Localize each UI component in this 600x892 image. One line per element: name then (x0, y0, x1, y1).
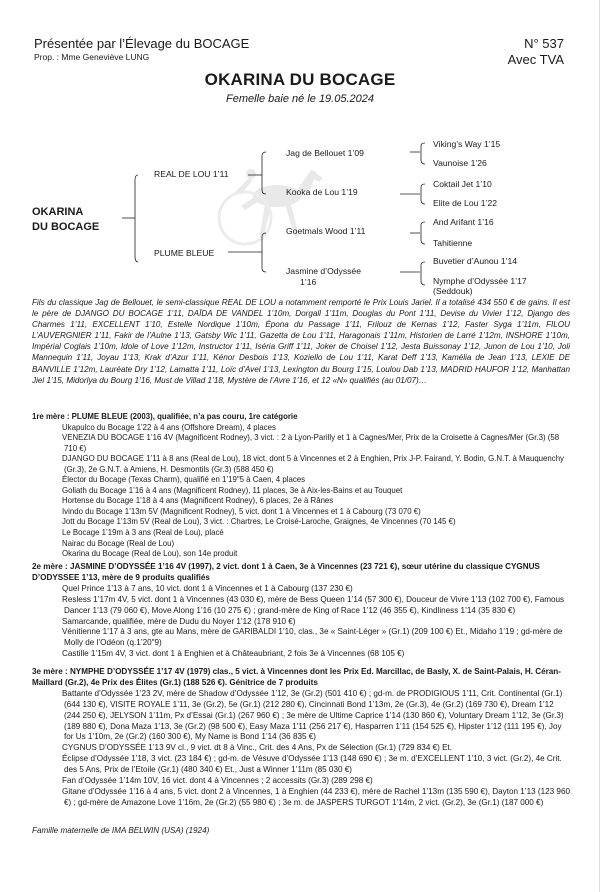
pedigree-ddd-sire: (Seddouk) (433, 286, 473, 296)
maternal-family-note: Famille maternelle de IMA BELWIN (USA) (1924) (32, 826, 210, 835)
pedigree-sds: Coktail Jet 1’10 (433, 179, 492, 189)
third-dam-section (32, 667, 570, 809)
pedigree-dam-sire: Goetmals Wood 1’11 (286, 226, 366, 236)
pedigree-ssd: Vaunoise 1’26 (433, 158, 487, 168)
pedigree-sss: Viking’s Way 1’15 (433, 139, 501, 149)
produce-line: Éclipse d’Odyssée 1’18, 3 vict. (23 184 €) ; gd-m. de Vésuve d’Odyssée 1’13 (148 690 €) ; 3e m. d’EXCELLENT 1’10, 3 vict. (Gr.2), 4e Crit. des 5 Ans, Prix de l’Etoile (Gr.1) (480 340 €) Et., Just a Winner 1’11m (85 030 €) (62, 754, 562, 775)
produce-line: Le Bocage 1’19m à 3 ans (Real de Lou), placé (62, 528, 224, 538)
pedigree-dds: Buvetier d’Aunou 1’14 (433, 256, 518, 266)
horse-name-line2: DU BOCAGE (32, 221, 100, 233)
produce-line: Hortense du Bocage 1’18 à 4 ans (Magnificent Rodney), 6 places, 2e à Rânes (62, 496, 334, 506)
pedigree-ddd (433, 276, 527, 296)
first-dam-heading: 1re mère : PLUME BLEUE (2003), qualifiée, n’a pas couru, 1re catégorie (32, 412, 298, 421)
produce-line: DJANGO DU BOCAGE 1’11 à 8 ans (Real de Lou), 18 vict. dont 5 à Vincennes et 2 à Enghien, Prix J-P. Fairand, Y. Bodin, G.N.T. à Mauquenchy (Gr.3), 2e G.N.T. à Amiens, H. Desmontils (Gr.3) (588 450 €) (62, 454, 564, 474)
produce-line: Okarina du Bocage (Real de Lou), son 14e produit (62, 549, 238, 559)
lot-number: N° 537 (524, 36, 564, 51)
pedigree-dam-dam-name: Jasmine d’Odyssée (286, 266, 361, 276)
produce-line: CYGNUS D’ODYSSÉE 1’13 9V cl., 9 vict. dt 8 à Vinc., Crit. des 4 Ans, Px de Sélection (Gr.1) (729 834 €) Et. (62, 743, 453, 753)
pedigree-ddd-name: Nymphe d’Odyssée 1’17 (433, 276, 527, 286)
first-dam-section (32, 412, 570, 560)
pedigree-dam-dam (286, 266, 361, 288)
vat-note: Avec TVA (507, 52, 564, 67)
owner-text: Prop. : Mme Geneviève LUNG (34, 52, 150, 62)
produce-line: VENEZIA DU BOCAGE 1’16 4V (Magnificent Rodney), 3 vict. : 2 à Lyon-Parilly et 1 à Cagnes/Mer, Prix de la Croisette à Cagnes/Mer (Gr.3) (58 710 €) (62, 433, 560, 453)
pedigree-dsd: Tahitienne (433, 238, 473, 248)
produce-line: Gitane d’Odyssée 1’16 à 4 ans, 5 vict. dont 2 à Vincennes, 1 à Enghien (44 233 €), mère de Rachel 1’13m (135 590 €), Dayton 1’13 (123 960 €) ; gd-mère de Amazone Love 1’16m, 2e (Gr.2) (55 980 €) ; 3e m. de JASPERS TURGOT 1’14m, 2 vict. (Gr.2), 3e (Gr.1) (187 000 €) (62, 786, 570, 807)
pedigree-horse-name (32, 205, 99, 235)
pedigree-sire-dam: Kooka de Lou 1’19 (286, 187, 358, 197)
produce-line: Nairac du Bocage (Real de Lou) (62, 538, 175, 548)
produce-line: Samarcande, qualifiée, mère de Dudu du Noyer 1’12 (178 910 €) (62, 616, 296, 626)
third-dam-heading: 3e mère : NYMPHE D’ODYSSÉE 1’17 4V (1979) clas., 5 vict. à Vincennes dont les Prix Ed. Marcillac, de Basly, X. de Saint-Palais, H. Céran-Maillard (Gr.2), 4e Prix des Élites (Gr.1) (188 526 €). Génitrice de 7 produits (32, 667, 561, 687)
produce-line: Quel Prince 1’13 à 7 ans, 10 vict. dont 1 à Vincennes et 1 à Cabourg (137 230 €) (62, 583, 353, 593)
produce-line: Vénitienne 1’17 à 3 ans, gte au Mans, mère de GARIBALDI 1’10, clas., 3e « Saint-Léger » (Gr.1) (209 100 €) Et., Midaho 1’19 ; gd-mère de Molly de l’Odéon (q.1’20"9) (62, 627, 563, 648)
produce-line: Élector du Bocage (Texas Charm), qualifié en 1’19"5 à Caen, 4 places (62, 475, 306, 485)
horse-name-line1: OKARINA (32, 206, 84, 218)
horse-description: Femelle baie né le 19.05.2024 (226, 93, 374, 105)
produce-line: Battante d’Odyssée 1’23 2V, mère de Shadow d’Odyssée 1’12, 3e (Gr.2) (501 410 €) ; gd-m. de PRODIGIOUS 1’11, Crit. Continental (Gr.1) (644 130 €), VISITE ROYALE 1’11, 3e (Gr.2), 5e (Gr.1) (212 280 €), Cincinnati Bond 1’13m, 2e (Gr.3), 4e (Gr.2) (169 730 €), Dream 1’12 (244 250 €), JELYSON 1’11m, Px d’Essai (Gr.1) (267 960 €) ; 3e mère de Ultime Caprice 1’14 (130 860 €), Voluntary Dream 1’12, 3e (Gr.3) (189 880 €), Dona Maza 1’13, 3e (Gr.2) (98 500 €), Easy Maza 1’11 (256 217 €), Hasparren 1’11 (154 525 €), Hipster 1’12 (111 195 €), Joy for Us 1’10m, 2e (Gr.2) (160 300 €), My Name is Bond 1’14 (36 835 €) (62, 688, 564, 742)
produce-line: Jott du Bocage 1’13m 5V (Real de Lou), 3 vict. : Chartres, Le Croisé-Laroche, Graignes, 4e Vincennes (70 145 €) (62, 517, 456, 527)
horse-title: OKARINA DU BOCAGE (204, 70, 396, 89)
produce-line: Castille 1’15m 4V, 3 vict. dont 1 à Enghien et à Châteaubriant, 2 fois 3e à Vincennes (68 105 €) (62, 649, 405, 659)
produce-line: Resless 1’17m 4V, 5 vict. dont 1 à Vincennes (43 030 €), mère de Bess Queen 1’14 (57 300 €), Douceur de Vivre 1’13 (102 700 €), Famous Dancer 1’13 (79 060 €), Move Along 1’16 (10 275 €) ; grand-mère de King of Race 1’12 (46 355 €), Kindliness 1’14 (35 830 €) (62, 594, 565, 615)
presenter-text: Présentée par l’Élevage du BOCAGE (34, 36, 250, 51)
pedigree-sire-sire: Jag de Bellouet 1’09 (286, 148, 364, 158)
pedigree-sire: REAL DE LOU 1’11 (154, 169, 229, 179)
pedigree-dam: PLUME BLEUE (154, 248, 215, 258)
produce-line: Ukapulco du Bocage 1’22 à 4 ans (Offshore Dream), 4 places (62, 422, 276, 432)
pedigree-sdd: Elite de Lou 1’22 (433, 198, 498, 208)
produce-line: Fan d’Odyssée 1’14m 10V, 16 vict. dont 4 à Vincennes ; 2 accessits (Gr.3) (289 298 €) (62, 776, 373, 786)
produce-line: Ivindo du Bocage 1’13m 5V (Magnificent Rodney), 5 vict. dont 1 à Vincennes et 1 à Cabourg (73 070 €) (62, 506, 421, 516)
second-dam-section (32, 562, 570, 660)
sire-paragraph: Fils du classique Jag de Bellouet, le semi-classique REAL DE LOU a notamment remporté le Prix Louis Jariel. Il a totalisé 434 550 € de gains. Il est le père de DJANGO DU BOCAGE 1’11, DAÏDA DE VANDEL 1’10m, Dorgall 1’11m, Douglas du Pont 1’11, Devise du Vivier 1’12, Django des Charmes 1’11, EXCELLENT 1’10, Estelle Nordique 1’10m, Épona du Passage 1’11, Frilouz de Kernas 1’12, Faster Syga 1’11m, FILOU L’AUVERGNIER 1’11, Fakir de l’Aulne 1’13, Gatsby Wic 1’11, Gazetta de Lou 1’11, Haragonais 1’11m, Historien de Larré 1’12m, INSHORE 1’10m, Impérial Coglais 1’10m, Idole of Love 1’12m, Instructor 1’11, Iséria Griff 1’11, Joker de Choisel 1’12, Jesta Buissonay 1’12, Junon de Lou 1’10, Joli Mannequin 1’11, Joyau 1’13, Krak d’Azur 1’11, Kénor Desbois 1’13, Koziello de Lou 1’11, Karat Deff 1’13, Kamélia de Jean 1’13, LEXIE DE BANVILLE 1’12m, Lauréate Dry 1’12, Lamatta 1’11, Loïc d’Avel 1’13, Lexington du Bourg 1’15, Loulou Dab 1’13, MADRID HAUFOR 1’12, Manhattan Jiel 1’15, Midorlya du Bourg 1’16, Must de Villad 1’18, Mystère de l’Avre 1’16, et 12 «N» qualifiés (au 01/07)… (32, 298, 570, 385)
pedigree-dam-dam-record: 1’16 (300, 277, 317, 287)
pedigree-dss: And Arifant 1’16 (433, 217, 494, 227)
produce-line: Goliath du Bocage 1’16 à 4 ans (Magnificent Rodney), 11 places, 3e à Aix-les-Bains et au Touquet (62, 485, 403, 495)
second-dam-heading: 2e mère : JASMINE D’ODYSSÉE 1’16 4V (1997), 2 vict. dont 1 à Caen, 3e à Vincennes (23 721 €), sœur utérine du classique CYGNUS D’ODYSSEE 1’13, mère de 9 produits qualifiés (32, 562, 540, 582)
